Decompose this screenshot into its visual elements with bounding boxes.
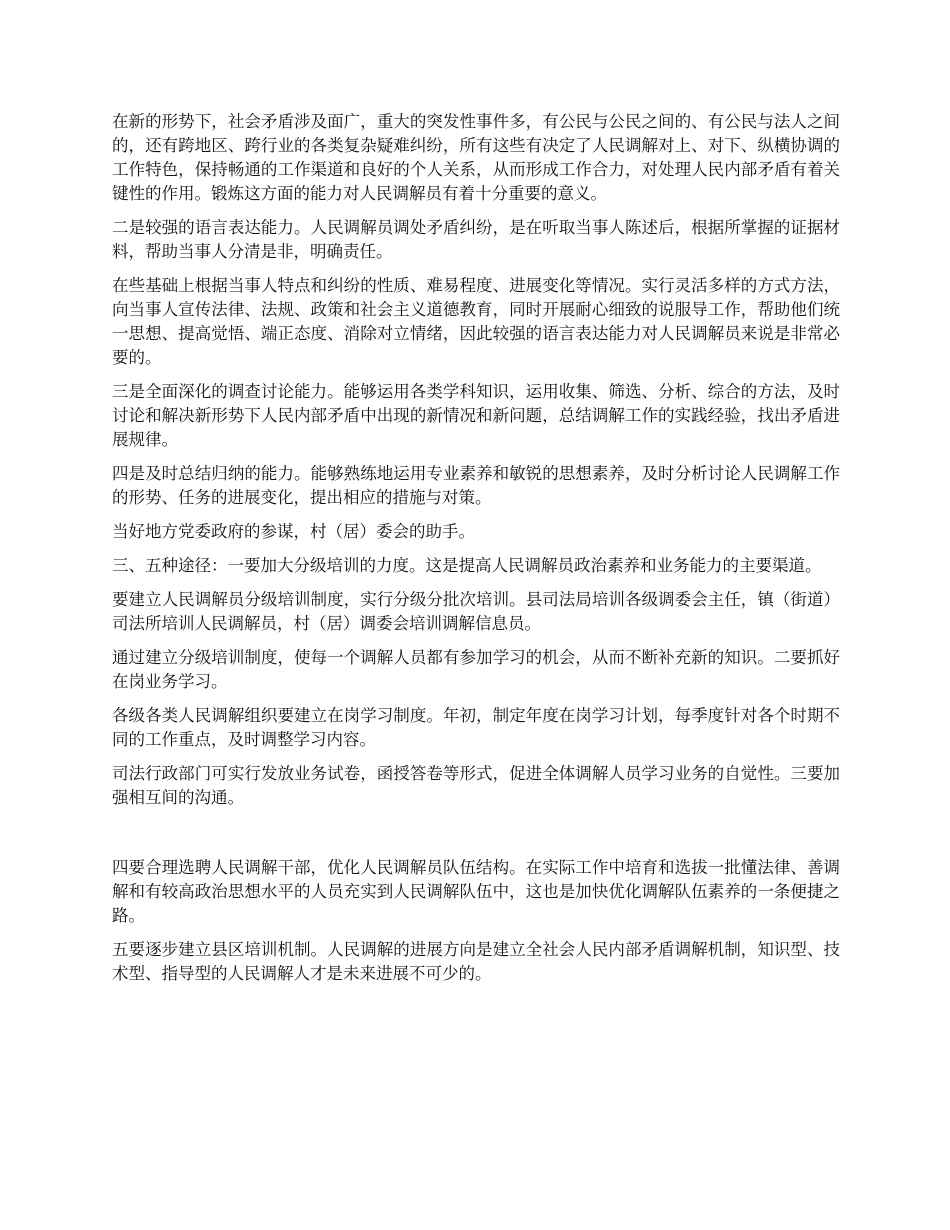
paragraph: 司法行政部门可实行发放业务试卷，函授答卷等形式，促进全体调解人员学习业务的自觉性。三要加强相互间的沟通。 <box>112 764 840 807</box>
paragraph: 在新的形势下，社会矛盾涉及面广，重大的突发性事件多，有公民与公民之间的、有公民与法人之间的，还有跨地区、跨行业的各类复杂疑难纠纷，所有这些有决定了人民调解对上、对下、纵横协调的工作特色，保持畅通的工作渠道和良好的个人关系，从而形成工作合力，对处理人民内部矛盾有着关键性的作用。锻炼这方面的能力对人民调解员有着十分重要的意义。 <box>112 112 840 203</box>
paragraph: 三、五种途径：一要加大分级培训的力度。这是提高人民调解员政治素养和业务能力的主要渠道。 <box>112 556 822 575</box>
paragraph: 要建立人民调解员分级培训制度，实行分级分批次培训。县司法局培训各级调委会主任，镇（街道）司法所培训人民调解员，村（居）调委会培训调解信息员。 <box>112 590 840 633</box>
paragraph: 三是全面深化的调查讨论能力。能够运用各类学科知识，运用收集、筛选、分析、综合的方法，及时讨论和解决新形势下人民内部矛盾中出现的新情况和新问题，总结调解工作的实践经验，找出矛盾进展规律。 <box>112 382 840 449</box>
section-spacer <box>112 820 840 856</box>
paragraph: 在些基础上根据当事人特点和纠纷的性质、难易程度、进展变化等情况。实行灵活多样的方式方法，向当事人宣传法律、法规、政策和社会主义道德教育，同时开展耐心细致的说服导工作，帮助他们统一思想、提高觉悟、端正态度、消除对立情绪，因此较强的语言表达能力对人民调解员来说是非常必要的。 <box>112 276 840 367</box>
paragraph: 二是较强的语言表达能力。人民调解员调处矛盾纠纷，是在听取当事人陈述后，根据所掌握的证据材料，帮助当事人分清是非，明确责任。 <box>112 218 840 261</box>
document-body <box>112 110 840 996</box>
paragraph: 各级各类人民调解组织要建立在岗学习制度。年初，制定年度在岗学习计划，每季度针对各个时期不同的工作重点，及时调整学习内容。 <box>112 706 840 749</box>
paragraph: 五要逐步建立县区培训机制。人民调解的进展方向是建立全社会人民内部矛盾调解机制，知识型、技术型、指导型的人民调解人才是未来进展不可少的。 <box>112 940 840 983</box>
paragraph: 当好地方党委政府的参谋，村（居）委会的助手。 <box>112 522 475 541</box>
paragraph: 四要合理选聘人民调解干部，优化人民调解员队伍结构。在实际工作中培育和选拔一批懂法律、善调解和有较高政治思想水平的人员充实到人民调解队伍中，这也是加快优化调解队伍素养的一条便捷之路。 <box>112 858 840 925</box>
paragraph: 四是及时总结归纳的能力。能够熟练地运用专业素养和敏锐的思想素养，及时分析讨论人民调解工作的形势、任务的进展变化，提出相应的措施与对策。 <box>112 464 840 507</box>
paragraph: 通过建立分级培训制度，使每一个调解人员都有参加学习的机会，从而不断补充新的知识。二要抓好在岗业务学习。 <box>112 648 840 691</box>
